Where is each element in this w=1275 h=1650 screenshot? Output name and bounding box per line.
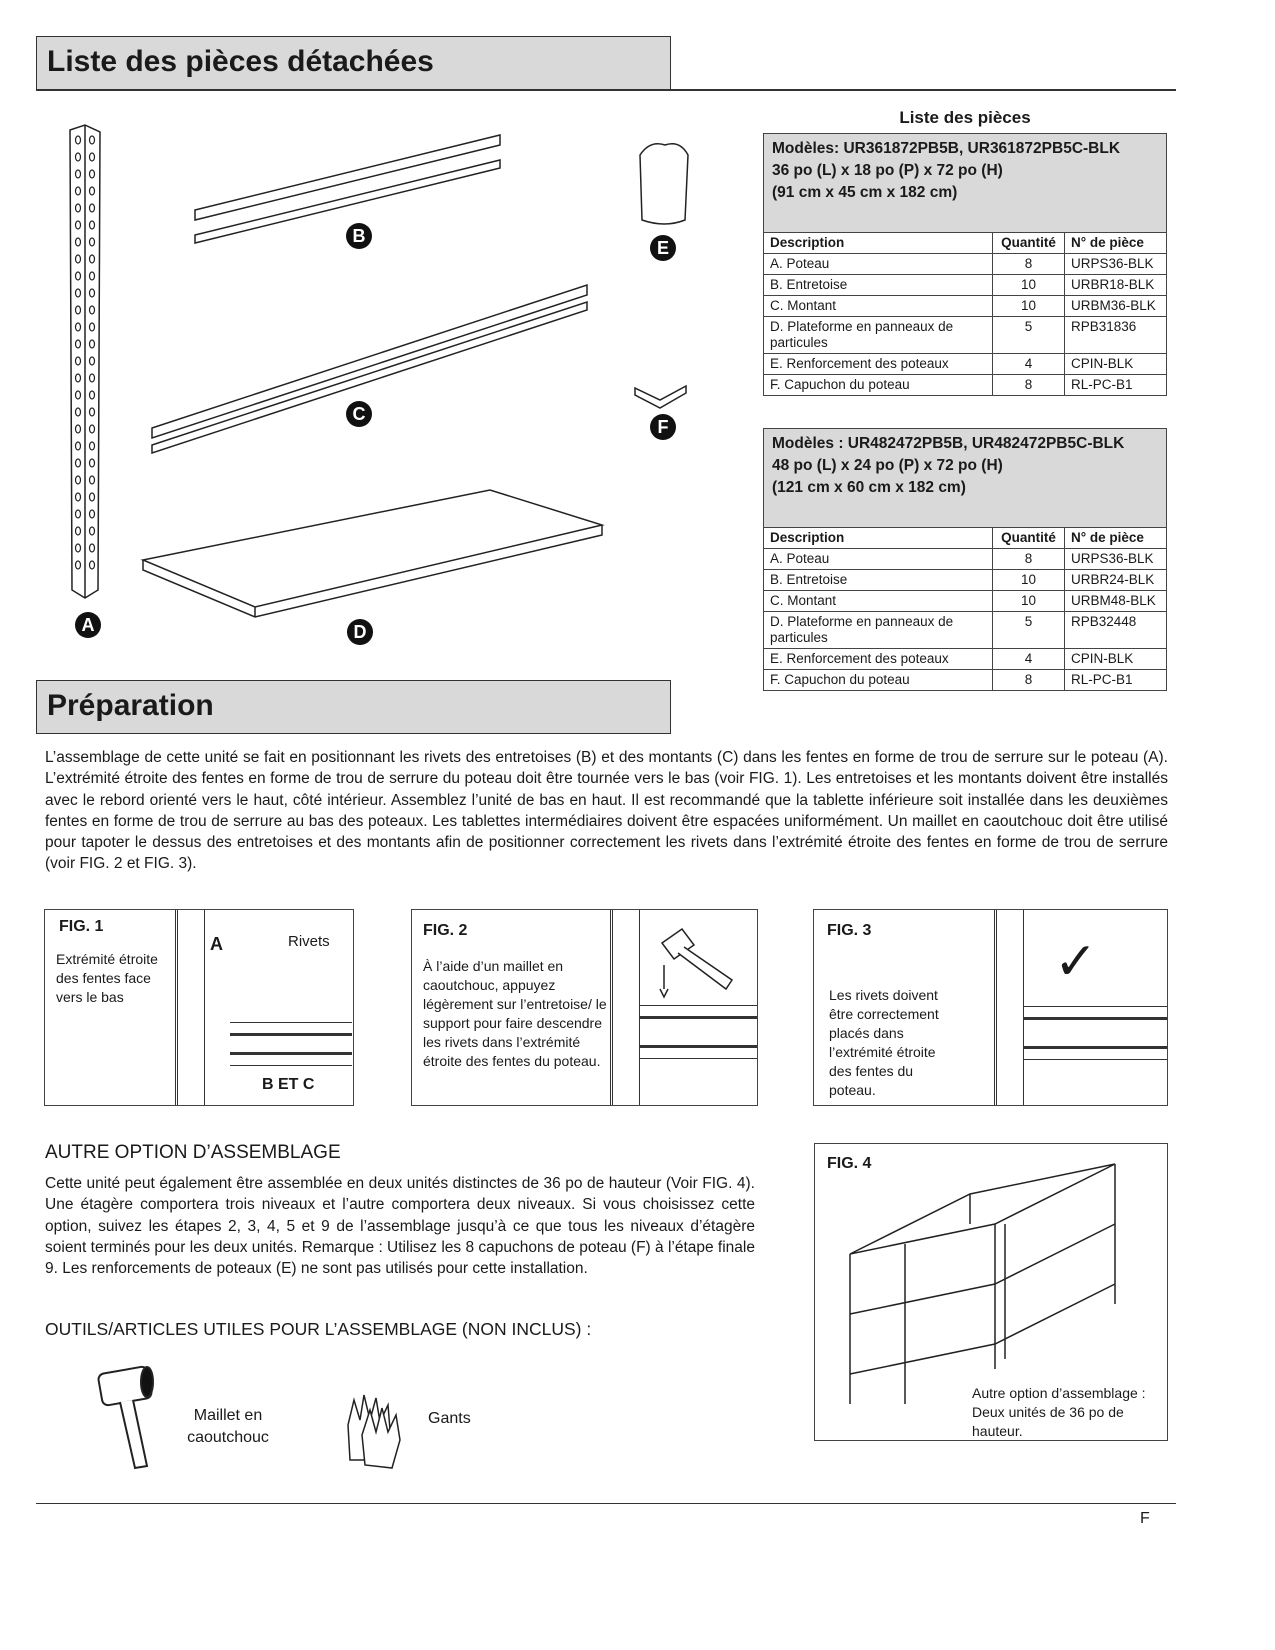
platform-d-drawing [143, 490, 602, 617]
part-description: A. Poteau [764, 549, 993, 570]
section-title-preparation: Préparation [36, 680, 671, 734]
table-row [764, 296, 1167, 317]
part-quantity: 8 [993, 254, 1065, 275]
table-row [764, 570, 1167, 591]
footer-divider [36, 1503, 1176, 1504]
table-row [764, 670, 1167, 691]
alt-title: AUTRE OPTION D’ASSEMBLAGE [45, 1142, 341, 1163]
part-number: URPS36-BLK [1065, 549, 1167, 570]
mallet-icon [652, 925, 742, 1005]
part-description: C. Montant [764, 296, 993, 317]
parts-table-2: Modèles : UR482472PB5B, UR482472PB5C-BLK 48 po (L) x 24 po (P) x 72 po (H) (121 cm x 60 cm x 182 cm) Description Quantité N° de pièce A. Poteau 8 URPS36-BLK B. Entretoise 10 URBR24-BLK C. Montant 10 URBM48-BLK D. Plateforme en panneaux de particules 5 RPB32448 E. Renforcement des poteaux 4 CPIN-BLK F. Capuchon du poteau 8 RL-PC-B1 [763, 428, 1167, 691]
post-label: A [210, 934, 223, 954]
beam-c-drawing [152, 285, 587, 453]
fig-title: FIG. 1 [59, 918, 104, 935]
bc-label: B ET C [262, 1076, 315, 1093]
part-quantity: 5 [993, 612, 1065, 649]
table-row [764, 549, 1167, 570]
tools-title: OUTILS/ARTICLES UTILES POUR L’ASSEMBLAGE (NON INCLUS) : [45, 1319, 592, 1339]
part-number: RL-PC-B1 [1065, 670, 1167, 691]
part-number: URBR24-BLK [1065, 570, 1167, 591]
part-description: B. Entretoise [764, 275, 993, 296]
part-quantity: 4 [993, 649, 1065, 670]
part-description: D. Plateforme en panneaux de particules [764, 612, 993, 649]
label-b: B [346, 223, 372, 249]
parts-list-title: Liste des pièces [899, 108, 1031, 127]
dims-line: 48 po (L) x 24 po (P) x 72 po (H) [772, 457, 1003, 474]
fig-title: FIG. 2 [423, 922, 468, 939]
part-description: D. Plateforme en panneaux de particules [764, 317, 993, 354]
model-line: Modèles: UR361872PB5B, UR361872PB5C-BLK [772, 140, 1121, 157]
part-number: URBM36-BLK [1065, 296, 1167, 317]
fig-4 [814, 1143, 1168, 1441]
reinforcement-e-drawing [640, 144, 688, 224]
part-description: E. Renforcement des poteaux [764, 354, 993, 375]
gloves-icon [340, 1390, 410, 1470]
page-letter: F [1140, 1510, 1150, 1527]
dims-cm-line: (121 cm x 60 cm x 182 cm) [772, 479, 966, 496]
table-row [764, 317, 1167, 354]
part-quantity: 5 [993, 317, 1065, 354]
part-number: RPB31836 [1065, 317, 1167, 354]
part-description: B. Entretoise [764, 570, 993, 591]
table-row [764, 275, 1167, 296]
part-description: F. Capuchon du poteau [764, 670, 993, 691]
table-row [764, 612, 1167, 649]
part-number: CPIN-BLK [1065, 649, 1167, 670]
table-row [764, 354, 1167, 375]
brace-b-drawing [195, 135, 500, 243]
prep-paragraph: L’assemblage de cette unité se fait en positionnant les rivets des entretoises (B) et des montants (C) dans les fentes en forme de trou de serrure sur le poteau (A). L’extrémité étroite des fentes en forme de trou de serrure du poteau doit être tournée vers le bas (voir FIG. 1). Les entretoises et les montants doivent être installés avec le rebord orienté vers le haut, côté intérieur. Assemblez l’unité de bas en haut. Il est recommandé que la tablette inférieure soit installée dans les deuxièmes fentes en forme de trou de serrure au bas des poteaux. Les tablettes intermédiaires doivent être espacées uniformément. Un maillet en caoutchouc doit être utilisé pour tapoter le dessus des entretoises et des montants afin de positionner correctement les rivets dans l’extrémité étroite des fentes en forme de trou de serrure (voir FIG. 2 et FIG. 3). [45, 749, 1168, 873]
post-a-drawing [70, 125, 100, 598]
part-description: C. Montant [764, 591, 993, 612]
fig-title: FIG. 3 [827, 922, 872, 939]
label-e: E [650, 235, 676, 261]
part-quantity: 4 [993, 354, 1065, 375]
part-quantity: 8 [993, 549, 1065, 570]
fig-3 [813, 909, 1168, 1106]
fig-title: FIG. 4 [827, 1155, 872, 1172]
part-number: URBR18-BLK [1065, 275, 1167, 296]
part-quantity: 8 [993, 670, 1065, 691]
fig-1 [44, 909, 354, 1106]
fig-text: Extrémité étroite des fentes face vers le bas [56, 951, 158, 1005]
checkmark-icon: ✓ [1054, 933, 1098, 991]
fig-text: À l’aide d’un maillet en caoutchouc, appuyez légèrement sur l’entretoise/ le support pour faire descendre les rivets dans l’extrémité étroite des fentes du poteau. [423, 958, 607, 1069]
part-quantity: 10 [993, 570, 1065, 591]
parts-illustration [40, 110, 720, 660]
fig-2 [411, 909, 758, 1106]
part-description: A. Poteau [764, 254, 993, 275]
label-a: A [75, 612, 101, 638]
table-row [764, 591, 1167, 612]
rivets-label: Rivets [288, 933, 330, 950]
part-number: RL-PC-B1 [1065, 375, 1167, 396]
fig-caption: Autre option d’assemblage : Deux unités de 36 po de hauteur. [972, 1385, 1146, 1439]
mallet-icon [95, 1360, 165, 1480]
part-quantity: 10 [993, 296, 1065, 317]
part-number: CPIN-BLK [1065, 354, 1167, 375]
model-line: Modèles : UR482472PB5B, UR482472PB5C-BLK [772, 435, 1125, 452]
part-number: RPB32448 [1065, 612, 1167, 649]
part-number: URPS36-BLK [1065, 254, 1167, 275]
alt-paragraph: Cette unité peut également être assemblée en deux unités distinctes de 36 po de hauteur (Voir FIG. 4). Une étagère comportera trois niveaux et l’autre comportera deux niveaux. Si vous choisissez cette option, suivez les étapes 2, 3, 4, 5 et 9 de l’assemblage jusqu’à ce que tous les niveaux d’étagère soient terminés pour les deux unités. Remarque : Utilisez les 8 capuchons de poteau (F) à l’étape finale 9. Les renforcements de poteaux (E) ne sont pas utilisés pour cette installation. [45, 1175, 755, 1278]
dims-line: 36 po (L) x 18 po (P) x 72 po (H) [772, 162, 1003, 179]
part-quantity: 8 [993, 375, 1065, 396]
cap-f-drawing [635, 386, 686, 408]
table-row [764, 375, 1167, 396]
shelf-units-drawing [845, 1154, 1145, 1414]
label-c: C [346, 401, 372, 427]
gloves-label: Gants [428, 1410, 471, 1427]
divider [36, 89, 1176, 91]
table-row [764, 649, 1167, 670]
fig-text: Les rivets doivent être correctement placés dans l’extrémité étroite des fentes du poteau. [829, 987, 939, 1098]
parts-table-1: Modèles: UR361872PB5B, UR361872PB5C-BLK 36 po (L) x 18 po (P) x 72 po (H) (91 cm x 45 cm x 182 cm) Description Quantité N° de pièce A. Poteau 8 URPS36-BLK B. Entretoise 10 URBR18-BLK C. Montant 10 URBM36-BLK D. Plateforme en panneaux de particules 5 RPB31836 E. Renforcement des poteaux 4 CPIN-BLK F. Capuchon du poteau 8 RL-PC-B1 [763, 133, 1167, 396]
part-number: URBM48-BLK [1065, 591, 1167, 612]
mallet-label: Maillet en caoutchouc [187, 1407, 269, 1446]
part-quantity: 10 [993, 275, 1065, 296]
section-title-parts: Liste des pièces détachées [36, 36, 671, 90]
label-d: D [347, 619, 373, 645]
part-quantity: 10 [993, 591, 1065, 612]
table-row [764, 254, 1167, 275]
part-description: F. Capuchon du poteau [764, 375, 993, 396]
part-description: E. Renforcement des poteaux [764, 649, 993, 670]
label-f: F [650, 414, 676, 440]
dims-cm-line: (91 cm x 45 cm x 182 cm) [772, 184, 958, 201]
